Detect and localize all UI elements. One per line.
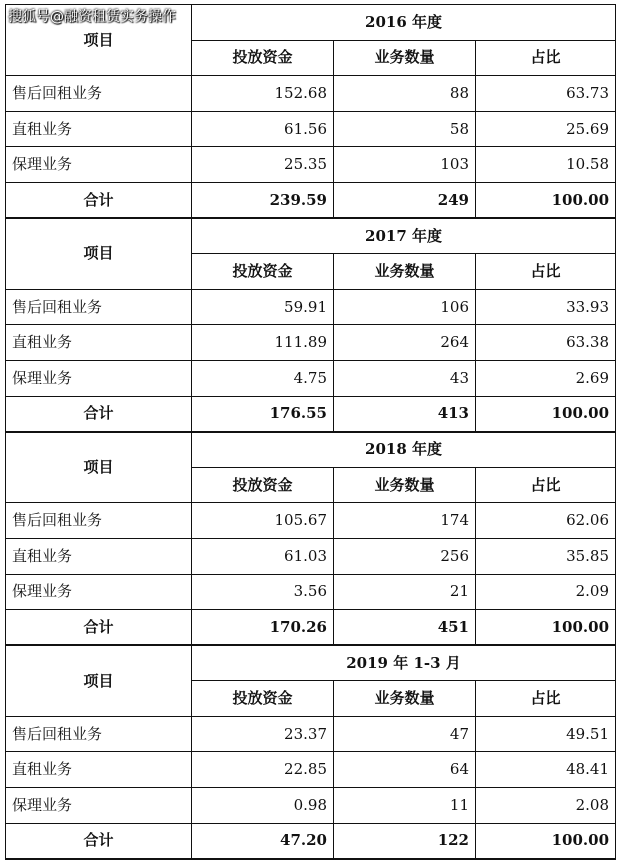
investment-header: 投放资金 [192,40,334,76]
count-header: 业务数量 [334,681,476,717]
investment-cell: 22.85 [192,752,334,788]
row-label: 保理业务 [6,360,192,396]
table-row [6,574,616,610]
investment-cell: 0.98 [192,788,334,824]
ratio-header: 占比 [476,40,616,76]
investment-cell: 25.35 [192,147,334,183]
row-label: 保理业务 [6,574,192,610]
watermark-text: 搜狐号@融资租赁实务操作 [8,9,176,25]
item-header: 项目 [6,218,192,289]
total-investment-cell: 47.20 [192,823,334,859]
item-header: 项目 [6,5,192,76]
investment-cell: 61.56 [192,111,334,147]
row-label: 售后回租业务 [6,716,192,752]
total-label: 合计 [6,610,192,646]
count-cell: 47 [334,716,476,752]
item-header: 项目 [6,645,192,716]
count-cell: 58 [334,111,476,147]
total-ratio-cell: 100.00 [476,182,616,218]
row-label: 保理业务 [6,788,192,824]
total-investment-cell: 170.26 [192,610,334,646]
investment-cell: 59.91 [192,289,334,325]
total-row [6,823,616,859]
row-label: 售后回租业务 [6,289,192,325]
financial-table [5,4,616,860]
count-cell: 11 [334,788,476,824]
ratio-cell: 33.93 [476,289,616,325]
investment-cell: 111.89 [192,325,334,361]
item-header: 项目 [6,432,192,503]
total-count-cell: 451 [334,610,476,646]
table-row [6,289,616,325]
ratio-cell: 2.69 [476,360,616,396]
ratio-cell: 25.69 [476,111,616,147]
ratio-cell: 49.51 [476,716,616,752]
row-label: 直租业务 [6,325,192,361]
total-investment-cell: 176.55 [192,396,334,432]
total-label: 合计 [6,182,192,218]
total-row [6,396,616,432]
section-header-row [6,645,616,681]
period-header: 2018 年度 [192,432,616,468]
period-header: 2016 年度 [192,5,616,41]
count-cell: 21 [334,574,476,610]
total-label: 合计 [6,823,192,859]
table-row [6,325,616,361]
count-cell: 64 [334,752,476,788]
total-ratio-cell: 100.00 [476,610,616,646]
table-row [6,147,616,183]
count-cell: 43 [334,360,476,396]
total-row [6,182,616,218]
row-label: 直租业务 [6,538,192,574]
count-cell: 106 [334,289,476,325]
count-cell: 264 [334,325,476,361]
ratio-cell: 63.38 [476,325,616,361]
row-label: 售后回租业务 [6,76,192,112]
investment-cell: 61.03 [192,538,334,574]
ratio-cell: 62.06 [476,503,616,539]
count-cell: 174 [334,503,476,539]
ratio-cell: 10.58 [476,147,616,183]
count-cell: 103 [334,147,476,183]
investment-cell: 152.68 [192,76,334,112]
total-ratio-cell: 100.00 [476,396,616,432]
total-count-cell: 413 [334,396,476,432]
ratio-header: 占比 [476,254,616,290]
table-row [6,503,616,539]
total-label: 合计 [6,396,192,432]
investment-cell: 105.67 [192,503,334,539]
count-cell: 88 [334,76,476,112]
row-label: 售后回租业务 [6,503,192,539]
investment-header: 投放资金 [192,681,334,717]
ratio-cell: 35.85 [476,538,616,574]
table-row [6,76,616,112]
section-header-row [6,218,616,254]
count-header: 业务数量 [334,467,476,503]
row-label: 直租业务 [6,752,192,788]
table-row [6,716,616,752]
ratio-header: 占比 [476,681,616,717]
ratio-cell: 63.73 [476,76,616,112]
count-header: 业务数量 [334,254,476,290]
period-header: 2019 年 1-3 月 [192,645,616,681]
ratio-header: 占比 [476,467,616,503]
investment-cell: 23.37 [192,716,334,752]
total-ratio-cell: 100.00 [476,823,616,859]
table-row [6,788,616,824]
ratio-cell: 48.41 [476,752,616,788]
total-count-cell: 249 [334,182,476,218]
table-body [6,5,616,859]
investment-cell: 4.75 [192,360,334,396]
row-label: 直租业务 [6,111,192,147]
ratio-cell: 2.08 [476,788,616,824]
section-header-row [6,432,616,468]
table-row [6,360,616,396]
total-count-cell: 122 [334,823,476,859]
table-row [6,538,616,574]
investment-header: 投放资金 [192,467,334,503]
count-header: 业务数量 [334,40,476,76]
count-cell: 256 [334,538,476,574]
total-investment-cell: 239.59 [192,182,334,218]
total-row [6,610,616,646]
investment-cell: 3.56 [192,574,334,610]
table-row [6,752,616,788]
ratio-cell: 2.09 [476,574,616,610]
investment-header: 投放资金 [192,254,334,290]
row-label: 保理业务 [6,147,192,183]
period-header: 2017 年度 [192,218,616,254]
table-row [6,111,616,147]
